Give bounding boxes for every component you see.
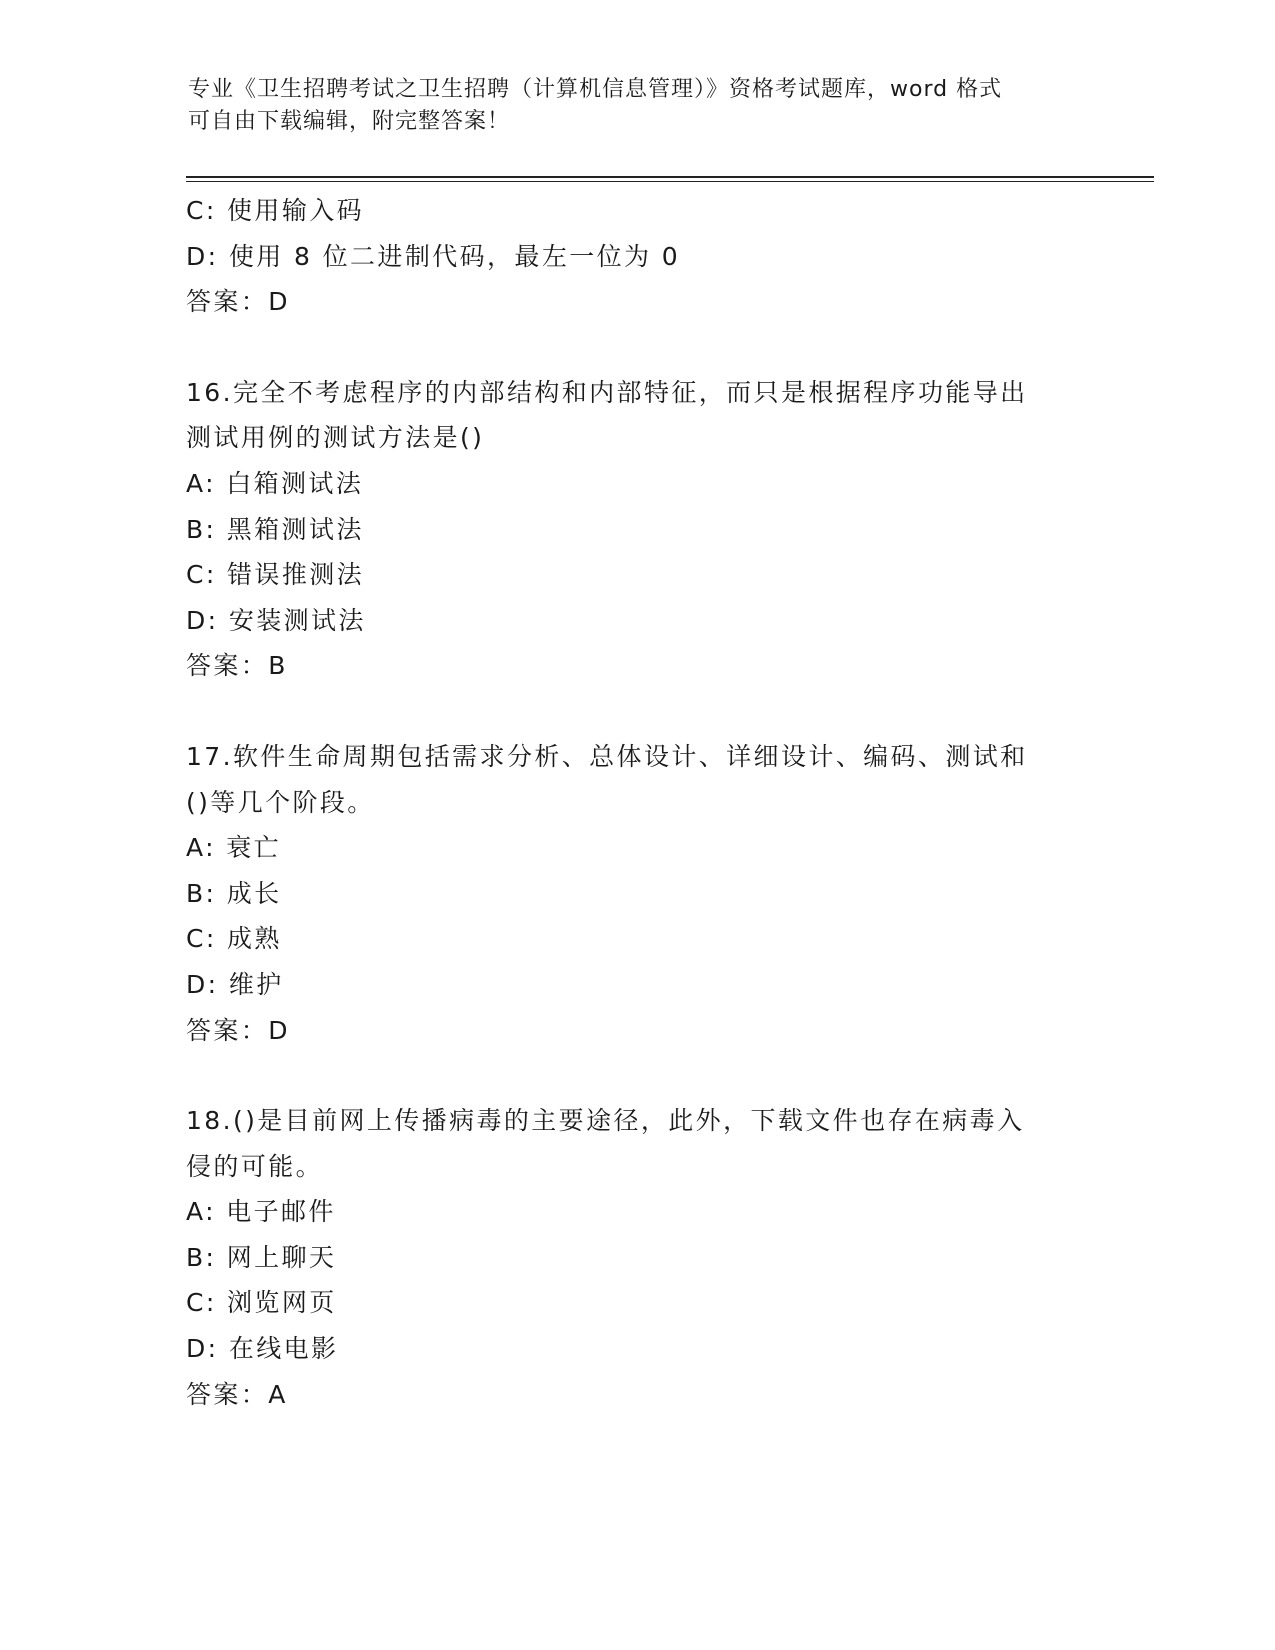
answer-line: 答案：B — [186, 651, 288, 681]
question-block-18 — [186, 1098, 1086, 1417]
question-block-previous — [186, 188, 1086, 325]
question-list — [186, 188, 1086, 1417]
option-d: D: 维护 — [186, 969, 284, 999]
answer-line: 答案：D — [186, 287, 290, 317]
option-d: D: 在线电影 — [186, 1334, 339, 1364]
option-a: A: 白箱测试法 — [186, 468, 364, 498]
option-b: B: 成长 — [186, 878, 282, 908]
option-d: D: 安装测试法 — [186, 605, 366, 635]
option-b: B: 黑箱测试法 — [186, 514, 364, 544]
document-header — [188, 74, 1088, 138]
option-a: A: 电子邮件 — [186, 1197, 336, 1227]
header-divider-thin — [186, 181, 1154, 182]
option-c: C: 浏览网页 — [186, 1288, 337, 1318]
question-stem-line-1: 16.完全不考虑程序的内部结构和内部特征，而只是根据程序功能导出 — [186, 377, 1028, 407]
header-title-line-1: 专业《卫生招聘考试之卫生招聘（计算机信息管理）》资格考试题库，word 格式 — [188, 77, 1003, 102]
option-c: C: 成熟 — [186, 924, 282, 954]
answer-line: 答案：D — [186, 1015, 290, 1045]
answer-line: 答案：A — [186, 1379, 288, 1409]
question-stem-line-2: ()等几个阶段。 — [186, 787, 375, 817]
header-divider-thick — [186, 176, 1154, 178]
question-stem-line-1: 18.()是目前网上传播病毒的主要途径，此外，下载文件也存在病毒入 — [186, 1106, 1025, 1136]
question-stem-line-1: 17.软件生命周期包括需求分析、总体设计、详细设计、编码、测试和 — [186, 741, 1028, 771]
option-c: C: 使用输入码 — [186, 196, 365, 225]
option-c: C: 错误推测法 — [186, 560, 365, 590]
option-b: B: 网上聊天 — [186, 1242, 337, 1272]
question-stem-line-2: 侵的可能。 — [186, 1151, 324, 1181]
question-block-17 — [186, 734, 1086, 1053]
question-stem-line-2: 测试用例的测试方法是() — [186, 423, 485, 453]
option-a: A: 衰亡 — [186, 833, 282, 863]
option-d: D: 使用 8 位二进制代码，最左一位为 0 — [186, 241, 681, 271]
header-title-line-2: 可自由下载编辑，附完整答案！ — [188, 109, 511, 134]
question-block-16 — [186, 370, 1086, 689]
